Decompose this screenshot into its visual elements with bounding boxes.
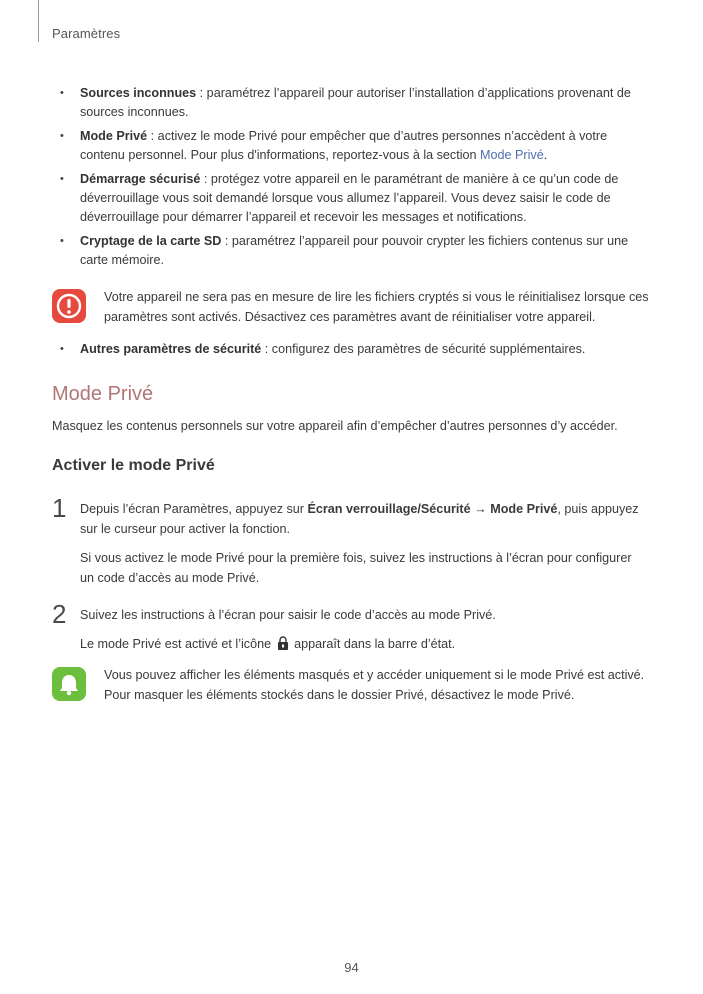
step-text: Depuis l’écran Paramètres, appuyez sur xyxy=(80,502,308,516)
bullet-term: Mode Privé xyxy=(80,129,148,143)
step-note: Si vous activez le mode Privé pour la première fois, suivez les instructions à l’écran pour configurer un code d’accès au mode Privé. xyxy=(80,551,632,585)
step-instruction xyxy=(80,499,640,539)
bullet-item-secure-startup xyxy=(56,170,648,227)
menu-lockscreen: Écran verrouillage xyxy=(307,502,418,516)
bullet-text: : configurez des paramètres de sécurité supplémentaires. xyxy=(261,342,586,356)
bullet-list-top xyxy=(56,84,648,275)
bullet-dot: • xyxy=(60,87,64,99)
step-number: 2 xyxy=(52,599,67,629)
bullet-text: : activez le mode Privé pour empêcher que d’autres personnes n’accèdent à votre contenu personnel. Pour plus d'informations, reportez-vous à la section xyxy=(80,129,608,162)
bullet-item-other-security xyxy=(56,340,648,359)
bullet-term: Cryptage de la carte SD xyxy=(80,234,222,248)
step-status xyxy=(80,634,640,654)
bullet-dot: • xyxy=(60,343,64,355)
menu-security: Sécurité xyxy=(420,502,471,516)
bullet-text: : paramétrez l’appareil pour autoriser l’installation d’applications provenant de sources inconnues. xyxy=(80,86,631,119)
bullet-dot: • xyxy=(60,235,64,247)
bullet-term: Autres paramètres de sécurité xyxy=(80,342,262,356)
caution-icon xyxy=(52,289,86,323)
bullet-dot: • xyxy=(60,130,64,142)
bullet-term: Démarrage sécurisé xyxy=(80,172,201,186)
private-mode-link[interactable]: Mode Privé xyxy=(480,148,544,162)
section-title: Mode Privé xyxy=(52,383,154,405)
section-description: Masquez les contenus personnels sur votre appareil afin d’empêcher d’autres personnes d’y accéder. xyxy=(52,419,618,433)
warning-text: Votre appareil ne sera pas en mesure de lire les fichiers cryptés si vous le réinitialisez lorsque ces paramètres sont activés. Désactivez ces paramètres avant de réinitialiser votre appareil. xyxy=(104,290,649,324)
bullet-list-extra xyxy=(56,340,648,364)
step-instruction: Suivez les instructions à l’écran pour saisir le code d’accès au mode Privé. xyxy=(80,608,496,622)
bullet-item-unknown-sources xyxy=(56,84,648,122)
step-text: Le mode Privé est activé et l’icône xyxy=(80,637,275,651)
step-body xyxy=(80,605,640,663)
step-text-end: apparaît dans la barre d’état. xyxy=(290,637,456,651)
bullet-dot: • xyxy=(60,173,64,185)
bullet-item-private-mode xyxy=(56,127,648,165)
step-number: 1 xyxy=(52,493,67,523)
bullet-text: : protégez votre appareil en le paramétrant de manière à ce qu’un code de déverrouillage vous soit demandé lorsque vous allumez l’appareil. Vous devez saisir le code de déverrouillage pour démarrer l’appareil et recevoir les messages et notifications. xyxy=(80,172,619,224)
menu-separator: / xyxy=(417,502,421,516)
subsection-title: Activer le mode Privé xyxy=(52,457,215,474)
page-number: 94 xyxy=(344,960,359,975)
bullet-term: Sources inconnues xyxy=(80,86,197,100)
lock-icon xyxy=(277,636,289,650)
bullet-text: : paramétrez l’appareil pour pouvoir crypter les fichiers contenus sur une carte mémoire. xyxy=(80,234,629,267)
arrow-separator: → xyxy=(470,502,491,516)
bullet-text-end: . xyxy=(543,148,548,162)
menu-private-mode: Mode Privé xyxy=(490,502,558,516)
step-text-end: , puis appuyez sur le curseur pour activer la fonction. xyxy=(80,502,639,536)
step-body xyxy=(80,499,640,597)
header-title: Paramètres xyxy=(52,26,121,41)
header-rule xyxy=(38,0,39,42)
bullet-item-sd-encryption xyxy=(56,232,648,270)
bell-icon xyxy=(52,667,86,701)
tip-text: Vous pouvez afficher les éléments masqués et y accéder uniquement si le mode Privé est activé. Pour masquer les éléments stockés dans le dossier Privé, désactivez le mode Privé. xyxy=(104,668,645,702)
